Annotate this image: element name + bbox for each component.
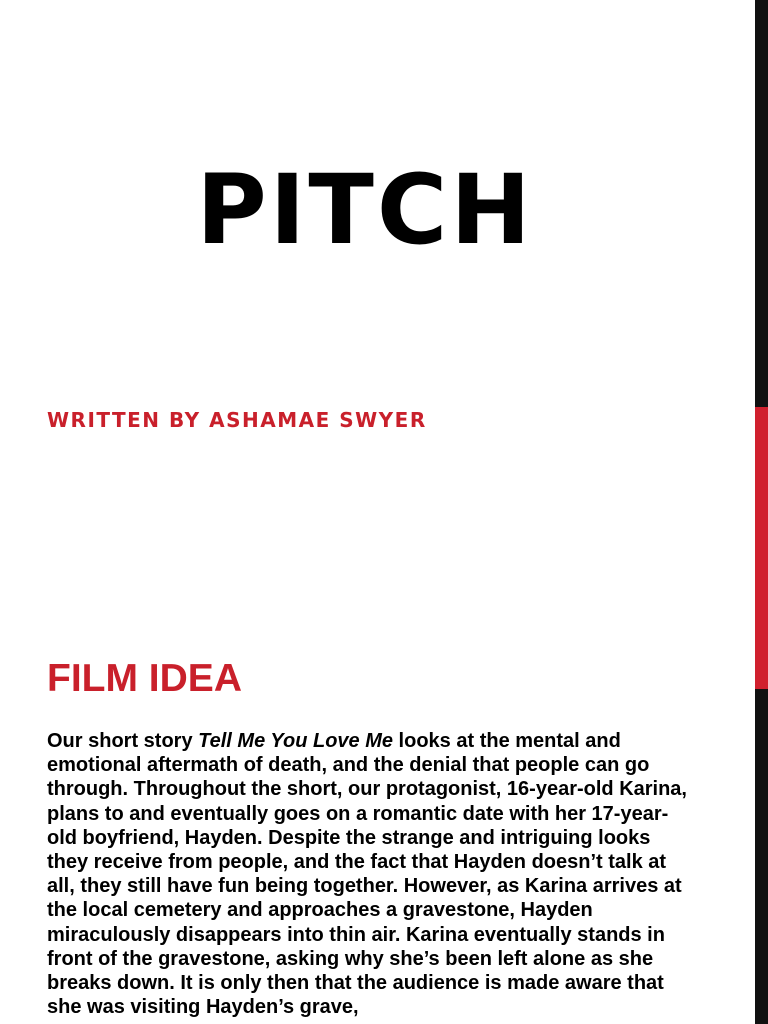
story-title: Tell Me You Love Me — [198, 730, 393, 752]
paragraph-body: looks at the mental and emotional aftermath of death, and the denial that people can go through. Throughout the short, our protagonist, 16-year-old Karina, plans to and eventually goes on a romantic date with her 17-year-old boyfriend, Hayden. Despite the strange and intriguing looks they receive from people, and the fact that Hayden doesn’t talk at all, they still have fun being together. However, as Karina arrives at the local cemetery and approaches a gravestone, Hayden miraculously disappears into thin air. Karina eventually stands in front of the gravestone, asking why she’s been left alone as she breaks down. It is only then that the audience is made aware that she was visiting Hayden’s grave, — [47, 730, 687, 1019]
film-idea-heading: FILM IDEA — [47, 657, 242, 700]
paragraph-intro: Our short story — [47, 730, 199, 752]
slide-title: PITCH — [196, 154, 534, 266]
slide-side-bar-accent — [755, 407, 768, 689]
film-idea-paragraph — [47, 729, 697, 1019]
author-byline: WRITTEN BY ASHAMAE SWYER — [47, 408, 427, 432]
